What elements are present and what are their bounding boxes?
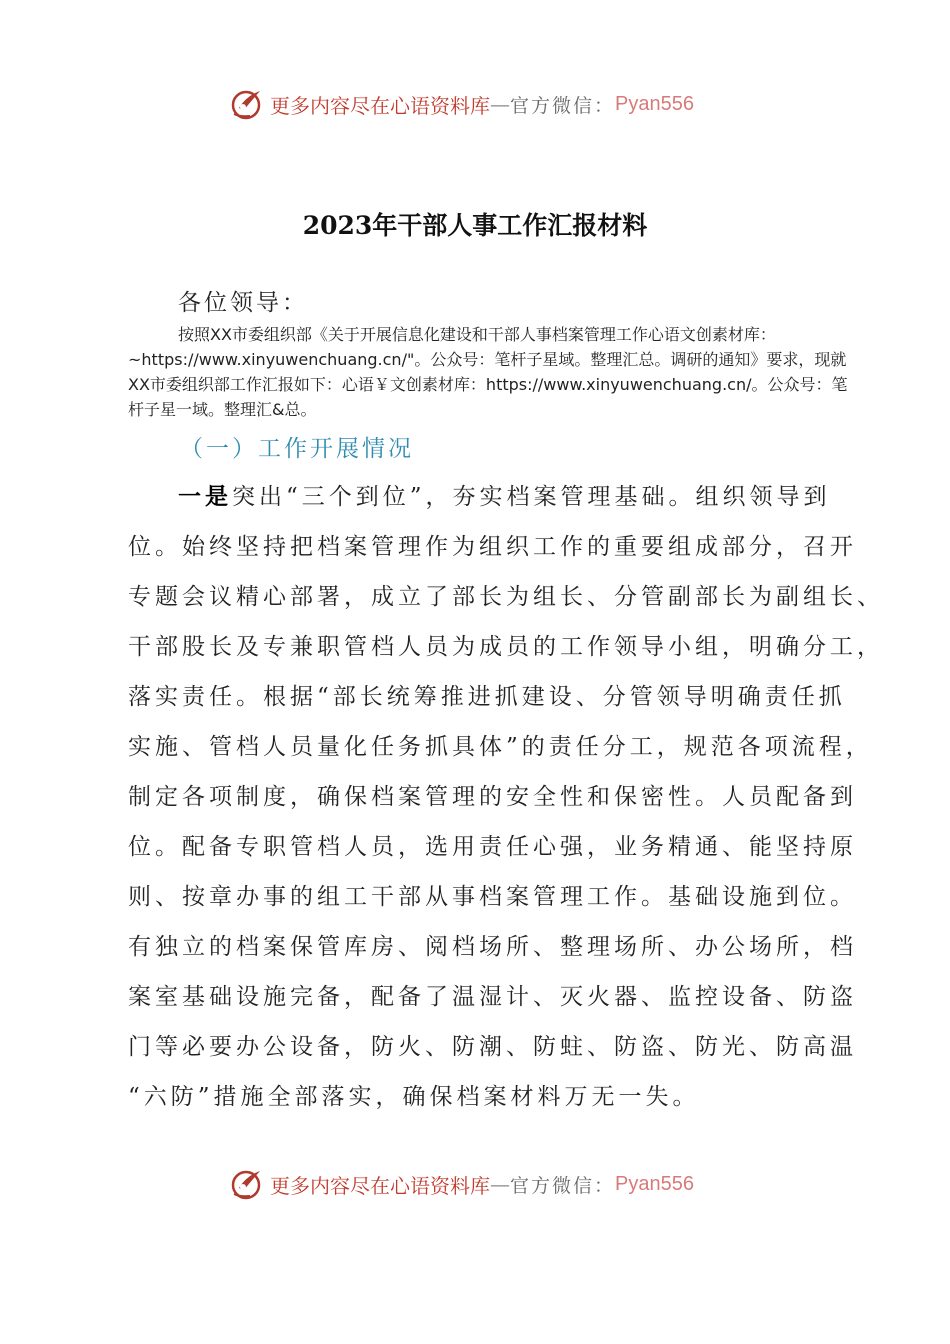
- brush-logo-icon: [230, 1166, 266, 1202]
- header-banner: [230, 84, 750, 124]
- body-line: 专题会议精心部署，成立了部长为组长、分管副部长为副组长、: [128, 584, 884, 610]
- intro-line: XX市委组织部工作汇报如下：心语￥文创素材库：https://www.xinyuwenchuang.cn/。公众号：笔: [128, 375, 848, 394]
- body-first-text: 突出“三个到位”，夯实档案管理基础。组织领导到: [232, 484, 831, 510]
- brush-logo-icon: [230, 86, 266, 122]
- banner-wechat-label: 官方微信：: [510, 1174, 616, 1197]
- body-line: “六防”措施全部落实，确保档案材料万无一失。: [128, 1084, 700, 1110]
- body-line: 门等必要办公设备，防火、防潮、防蛀、防盗、防光、防高温: [128, 1034, 857, 1060]
- body-line: 位。始终坚持把档案管理作为组织工作的重要组成部分，召开: [128, 534, 857, 560]
- banner-wechat-label: 官方微信：: [510, 94, 616, 117]
- lead-marker: 一是: [178, 483, 232, 510]
- banner-separator: —: [490, 1172, 510, 1196]
- intro-line: ~https://www.xinyuwenchuang.cn/"。公众号：笔杆子星域。整理汇总。调研的通知》要求，现就: [128, 350, 847, 369]
- banner-text: 更多内容尽在心语资料库: [270, 93, 490, 118]
- banner-separator: —: [490, 92, 510, 116]
- intro-line: 杆子星一域。整理汇&总。: [128, 400, 317, 419]
- banner-wechat-id: Pyan556: [615, 1172, 694, 1195]
- footer-banner: [230, 1164, 750, 1204]
- salutation: 各位领导：: [178, 290, 308, 316]
- body-line: 位。配备专职管档人员，选用责任心强，业务精通、能坚持原: [128, 834, 857, 860]
- body-line: 实施、管档人员量化任务抓具体”的责任分工，规范各项流程，: [128, 734, 873, 760]
- intro-line: 按照XX市委组织部《关于开展信息化建设和干部人事档案管理工作心语文创素材库：: [178, 325, 776, 344]
- body-line: 案室基础设施完备，配备了温湿计、灭火器、监控设备、防盗: [128, 984, 857, 1010]
- banner-text: 更多内容尽在心语资料库: [270, 1173, 490, 1198]
- document-title: 2023年干部人事工作汇报材料: [302, 211, 648, 240]
- banner-wechat-id: Pyan556: [615, 92, 694, 115]
- section-heading: （一）工作开展情况: [180, 436, 414, 462]
- intro-paragraph: [128, 322, 848, 422]
- body-line: 干部股长及专兼职管档人员为成员的工作领导小组，明确分工，: [128, 634, 884, 660]
- body-paragraph: [128, 472, 884, 1122]
- body-line: [128, 472, 848, 522]
- body-line: 制定各项制度，确保档案管理的安全性和保密性。人员配备到: [128, 784, 857, 810]
- body-line: 有独立的档案保管库房、阅档场所、整理场所、办公场所，档: [128, 934, 857, 960]
- body-line: 落实责任。根据“部长统筹推进抓建设、分管领导明确责任抓: [128, 684, 846, 710]
- body-line: 则、按章办事的组工干部从事档案管理工作。基础设施到位。: [128, 884, 857, 910]
